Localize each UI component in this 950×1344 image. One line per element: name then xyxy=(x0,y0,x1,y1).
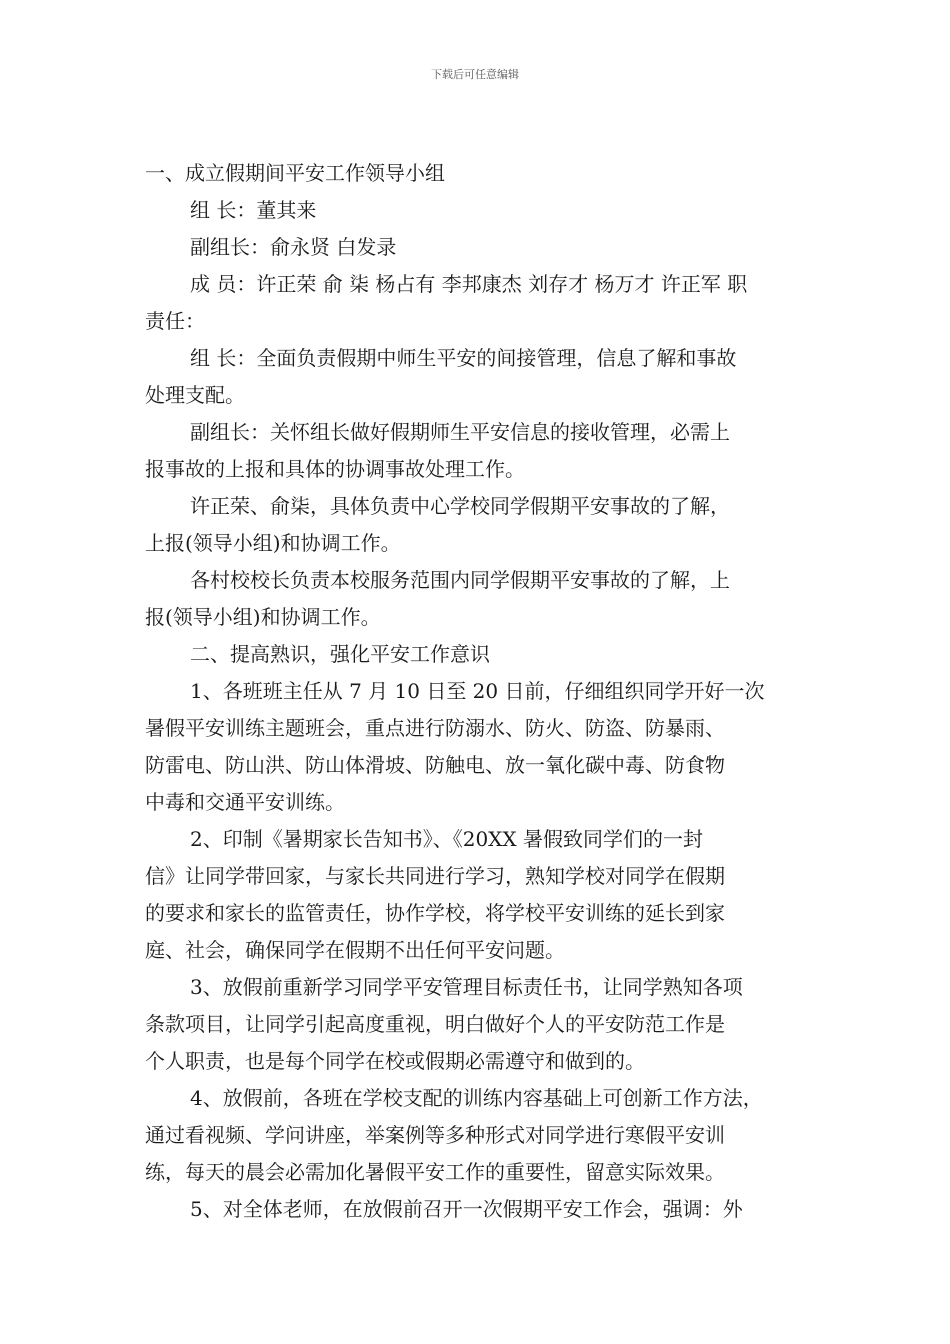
text-line: 副组长：关怀组长做好假期师生平安信息的接收管理，必需上 xyxy=(190,420,730,444)
text-line: 报(领导小组)和协调工作。 xyxy=(145,605,381,629)
text-line: 暑假平安训练主题班会，重点进行防溺水、防火、防盗、防暴雨、 xyxy=(145,716,725,740)
text-line: 3、放假前重新学习同学平安管理目标责任书，让同学熟知各项 xyxy=(190,975,743,999)
page-header: 下载后可任意编辑 xyxy=(431,68,519,81)
text-line: 信》让同学带回家，与家长共同进行学习，熟知学校对同学在假期 xyxy=(145,864,725,888)
text-line: 个人职责，也是每个同学在校或假期必需遵守和做到的。 xyxy=(145,1049,645,1073)
text-line: 组 长：全面负责假期中师生平安的间接管理，信息了解和事故 xyxy=(190,346,737,370)
text-line: 副组长：俞永贤 白发录 xyxy=(190,235,397,259)
text-line: 庭、社会，确保同学在假期不出任何平安问题。 xyxy=(145,938,565,962)
text-line: 中毒和交通平安训练。 xyxy=(145,790,345,814)
text-line: 成 员：许正荣 俞 柒 杨占有 李邦康杰 刘存才 杨万才 许正军 职 xyxy=(190,272,748,296)
text-line: 条款项目，让同学引起高度重视，明白做好个人的平安防范工作是 xyxy=(145,1012,725,1036)
text-line: 2、印制《暑期家长告知书》、《20XX 暑假致同学们的一封 xyxy=(190,827,704,851)
text-line: 各村校校长负责本校服务范围内同学假期平安事故的了解，上 xyxy=(190,568,730,592)
text-line: 责任： xyxy=(145,309,205,333)
document-body xyxy=(145,155,813,1228)
text-line: 防雷电、防山洪、防山体滑坡、防触电、放一氧化碳中毒、防食物 xyxy=(145,753,725,777)
text-line: 二、提高熟识，强化平安工作意识 xyxy=(190,642,490,666)
text-line: 的要求和家长的监管责任，协作学校，将学校平安训练的延长到家 xyxy=(145,901,725,925)
text-line: 5、对全体老师，在放假前召开一次假期平安工作会，强调：外 xyxy=(190,1197,743,1221)
text-line: 练，每天的晨会必需加化暑假平安工作的重要性，留意实际效果。 xyxy=(145,1160,725,1184)
text-line: 4、放假前，各班在学校支配的训练内容基础上可创新工作方法， xyxy=(190,1086,763,1110)
text-line: 处理支配。 xyxy=(145,383,245,407)
text-line: 报事故的上报和具体的协调事故处理工作。 xyxy=(145,457,525,481)
text-line: 组 长：董其来 xyxy=(190,198,317,222)
text-line: 许正荣、俞柒，具体负责中心学校同学假期平安事故的了解， xyxy=(190,494,730,518)
text-line: 通过看视频、学问讲座，举案例等多种形式对同学进行寒假平安训 xyxy=(145,1123,725,1147)
text-line: 一、成立假期间平安工作领导小组 xyxy=(145,161,445,185)
text-line: 1、各班班主任从 7 月 10 日至 20 日前，仔细组织同学开好一次 xyxy=(190,679,765,703)
text-line: 上报(领导小组)和协调工作。 xyxy=(145,531,401,555)
